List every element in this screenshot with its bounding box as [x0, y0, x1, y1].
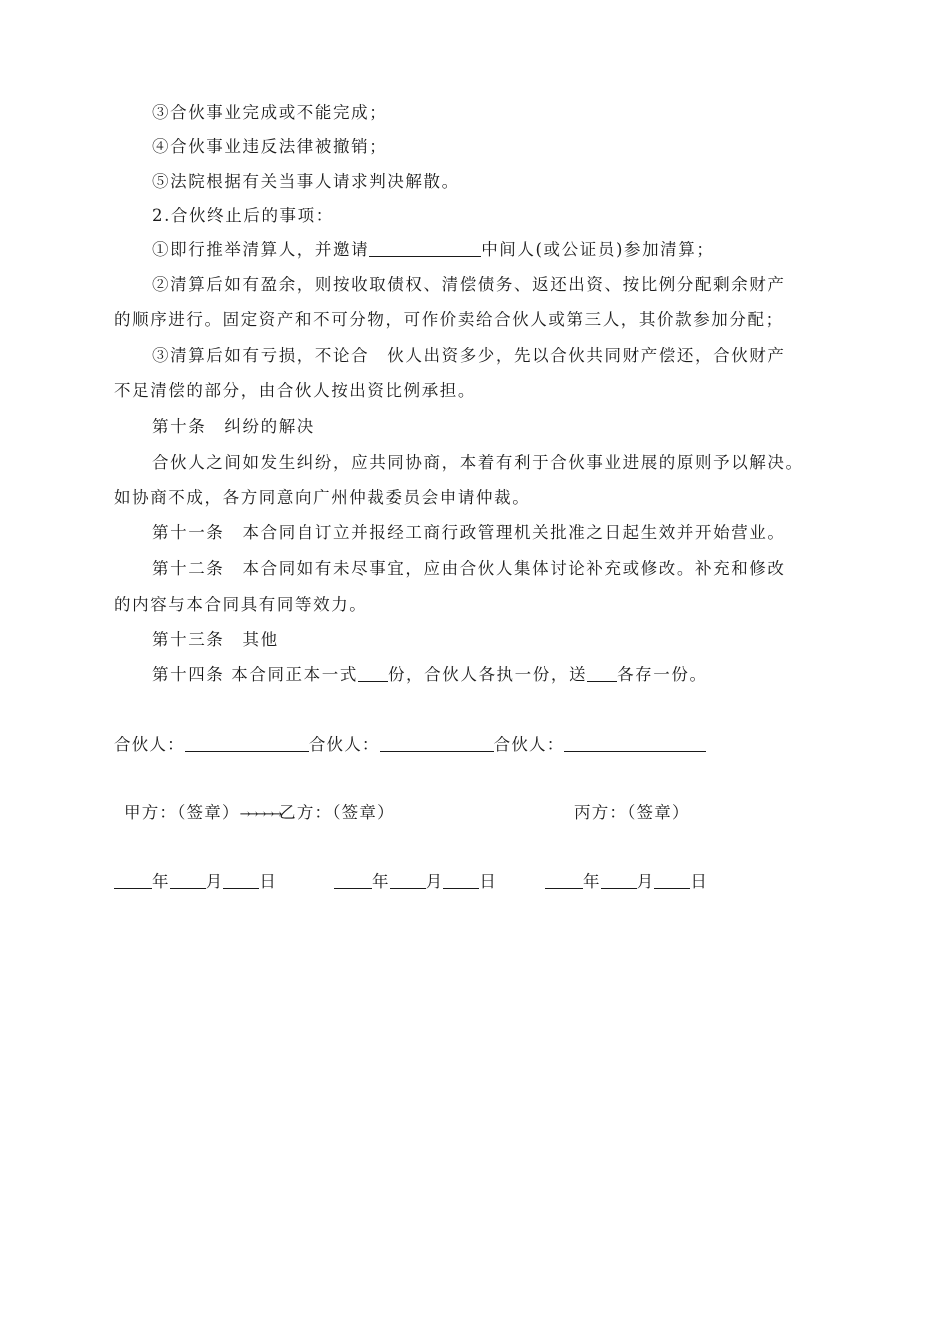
item-3-line-2: 不足清偿的部分，由合伙人按出资比例承担。: [114, 381, 476, 400]
item-1: [152, 238, 714, 262]
partner-label-1: 合伙人：: [114, 735, 185, 754]
month-blank: [170, 872, 206, 889]
item-2-line-1: ②清算后如有盈余，则按收取债权、清偿债务、返还出资、按比例分配剩余财产: [152, 275, 786, 294]
year-blank: [114, 872, 152, 889]
article-14-text-b: 份，合伙人各执一份，送: [387, 665, 588, 684]
copies-blank: [358, 665, 388, 682]
article-14-text-c: 各存一份。: [617, 665, 708, 684]
item-1-text-a: ①即行推举清算人，并邀请: [152, 240, 370, 259]
article-13: 第十三条 其他: [152, 630, 279, 649]
year-blank: [334, 872, 372, 889]
day-label: 日: [690, 872, 709, 891]
article-10-title: 第十条 纠纷的解决: [152, 417, 315, 436]
month-label: 月: [636, 872, 655, 891]
item-1-text-b: 中间人(或公证员)参加清算；: [481, 240, 715, 259]
partner-blank-1: [185, 735, 309, 752]
day-blank: [654, 872, 690, 889]
item-2-line-2: 的顺序进行。固定资产和不可分物，可作价卖给合伙人或第三人，其价款参加分配；: [114, 310, 784, 329]
section-heading: 2.合伙终止后的事项：: [152, 206, 334, 225]
clause-4: ④合伙事业违反法律被撤销；: [152, 137, 388, 156]
year-label: 年: [152, 872, 170, 891]
partner-blank-2: [380, 735, 494, 752]
article-12-line-1: 第十二条 本合同如有未尽事宜，应由合伙人集体讨论补充或修改。补充和修改: [152, 559, 786, 578]
partner-blank-3: [564, 735, 706, 752]
seal-row: [124, 801, 395, 827]
party-c-seal: 丙方：（签章）: [574, 803, 690, 822]
year-label: 年: [583, 872, 601, 891]
article-14-text-a: 第十四条 本合同正本一式: [152, 665, 358, 684]
partner-row: [114, 733, 706, 757]
month-label: 月: [425, 872, 444, 891]
day-blank: [223, 872, 259, 889]
article-10-line-2: 如协商不成，各方同意向广州仲裁委员会申请仲裁。: [114, 488, 531, 507]
clause-5: ⑤法院根据有关当事人请求判决解散。: [152, 172, 460, 191]
date-1: [114, 870, 277, 894]
partner-label-2: 合伙人：: [308, 735, 380, 754]
year-label: 年: [372, 872, 390, 891]
article-10-line-1: 合伙人之间如发生纠纷，应共同协商，本着有利于合伙事业进展的原则予以解决。: [152, 453, 804, 472]
party-b-seal: 乙方：（签章）: [279, 803, 395, 822]
day-blank: [443, 872, 479, 889]
month-label: 月: [205, 872, 224, 891]
article-14: [152, 663, 708, 687]
article-12-line-2: 的内容与本合同具有同等效力。: [114, 595, 368, 614]
party-a-seal: 甲方：（签章）: [124, 803, 240, 822]
clause-3: ③合伙事业完成或不能完成；: [152, 103, 388, 122]
partner-label-3: 合伙人：: [493, 735, 565, 754]
date-2: [334, 870, 497, 894]
recipient-blank: [587, 665, 617, 682]
article-11: 第十一条 本合同自订立并报经工商行政管理机关批准之日起生效并开始营业。: [152, 523, 786, 542]
month-blank: [601, 872, 637, 889]
date-3: [545, 870, 708, 894]
year-blank: [545, 872, 583, 889]
day-label: 日: [259, 872, 278, 891]
item-3-line-1: ③清算后如有亏损，不论合 伙人出资多少，先以合伙共同财产偿还，合伙财产: [152, 346, 786, 365]
blank-field: [369, 240, 481, 257]
month-blank: [390, 872, 426, 889]
arrow-marks: →→→→→: [239, 807, 280, 822]
day-label: 日: [479, 872, 498, 891]
